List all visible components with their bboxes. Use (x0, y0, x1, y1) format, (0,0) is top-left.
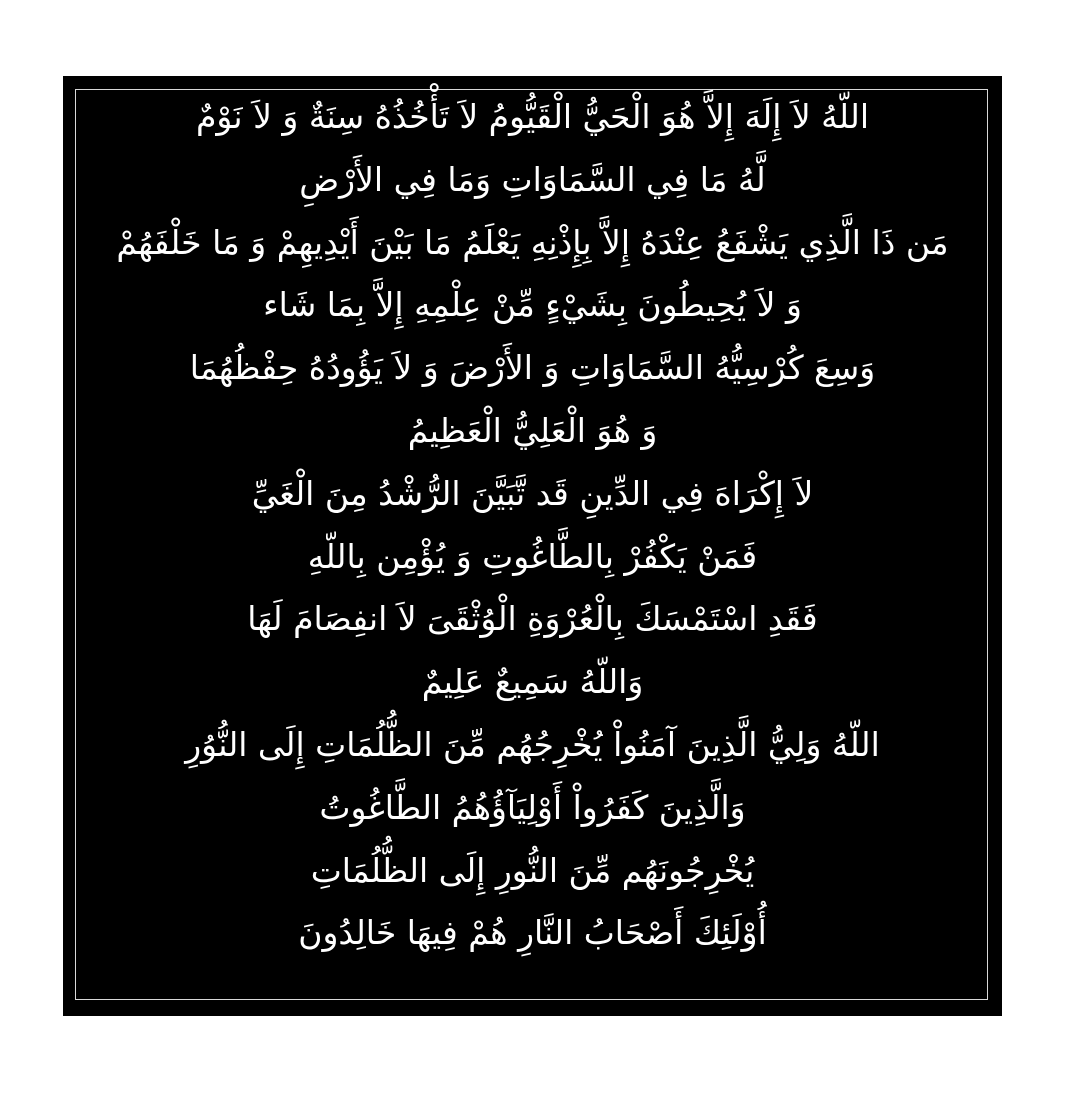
verse-line-11: اللّهُ وَلِيُّ الَّذِينَ آمَنُواْ يُخْرِجُهُم مِّنَ الظُّلُمَاتِ إِلَى النُّوُرِ (185, 724, 880, 764)
verse-line-1: اللّهُ لاَ إِلَهَ إِلاَّ هُوَ الْحَيُّ الْقَيُّومُ لاَ تَأْخُذُهُ سِنَةٌ وَ لاَ نَوْمٌ (195, 97, 870, 136)
verse-line-2: لَّهُ مَا فِي السَّمَاوَاتِ وَمَا فِي الأَرْضِ (299, 159, 766, 199)
verse-list (63, 86, 1002, 965)
verse-line-14: أُوْلَئِكَ أَصْحَابُ النَّارِ هُمْ فِيهَا خَالِدُونَ (298, 913, 767, 953)
verse-line-6: وَ هُوَ الْعَلِيُّ الْعَظِيمُ (407, 410, 658, 450)
verse-line-9: فَقَدِ اسْتَمْسَكَ بِالْعُرْوَةِ الْوُثْقَىَ لاَ انفِصَامَ لَهَا (247, 599, 818, 639)
verse-line-10: وَاللّهُ سَمِيعٌ عَلِيمٌ (421, 662, 644, 702)
verse-line-12: وَالَّذِينَ كَفَرُواْ أَوْلِيَآؤُهُمُ الطَّاغُوتُ (319, 787, 746, 827)
verse-line-3: مَن ذَا الَّذِي يَشْفَعُ عِنْدَهُ إِلاَّ بِإِذْنِهِ يَعْلَمُ مَا بَيْنَ أَيْدِيهِمْ وَ مَا خَلْفَهُمْ (116, 222, 949, 262)
verse-line-4: وَ لاَ يُحِيطُونَ بِشَيْءٍ مِّنْ عِلْمِهِ إِلاَّ بِمَا شَاء (263, 285, 802, 325)
verse-line-5: وَسِعَ كُرْسِيُّهُ السَّمَاوَاتِ وَ الأَرْضَ وَ لاَ يَؤُودُهُ حِفْظُهُمَا (189, 348, 876, 388)
verse-line-8: فَمَنْ يَكْفُرْ بِالطَّاغُوتِ وَ يُؤْمِن بِاللّهِ (307, 536, 758, 576)
verse-line-13: يُخْرِجُونَهُم مِّنَ النُّورِ إِلَى الظُّلُمَاتِ (310, 850, 755, 890)
verse-line-7: لاَ إِكْرَاهَ فِي الدِّينِ قَد تَّبَيَّنَ الرُّشْدُ مِنَ الْغَيِّ (251, 473, 814, 513)
verse-panel (63, 76, 1002, 1016)
